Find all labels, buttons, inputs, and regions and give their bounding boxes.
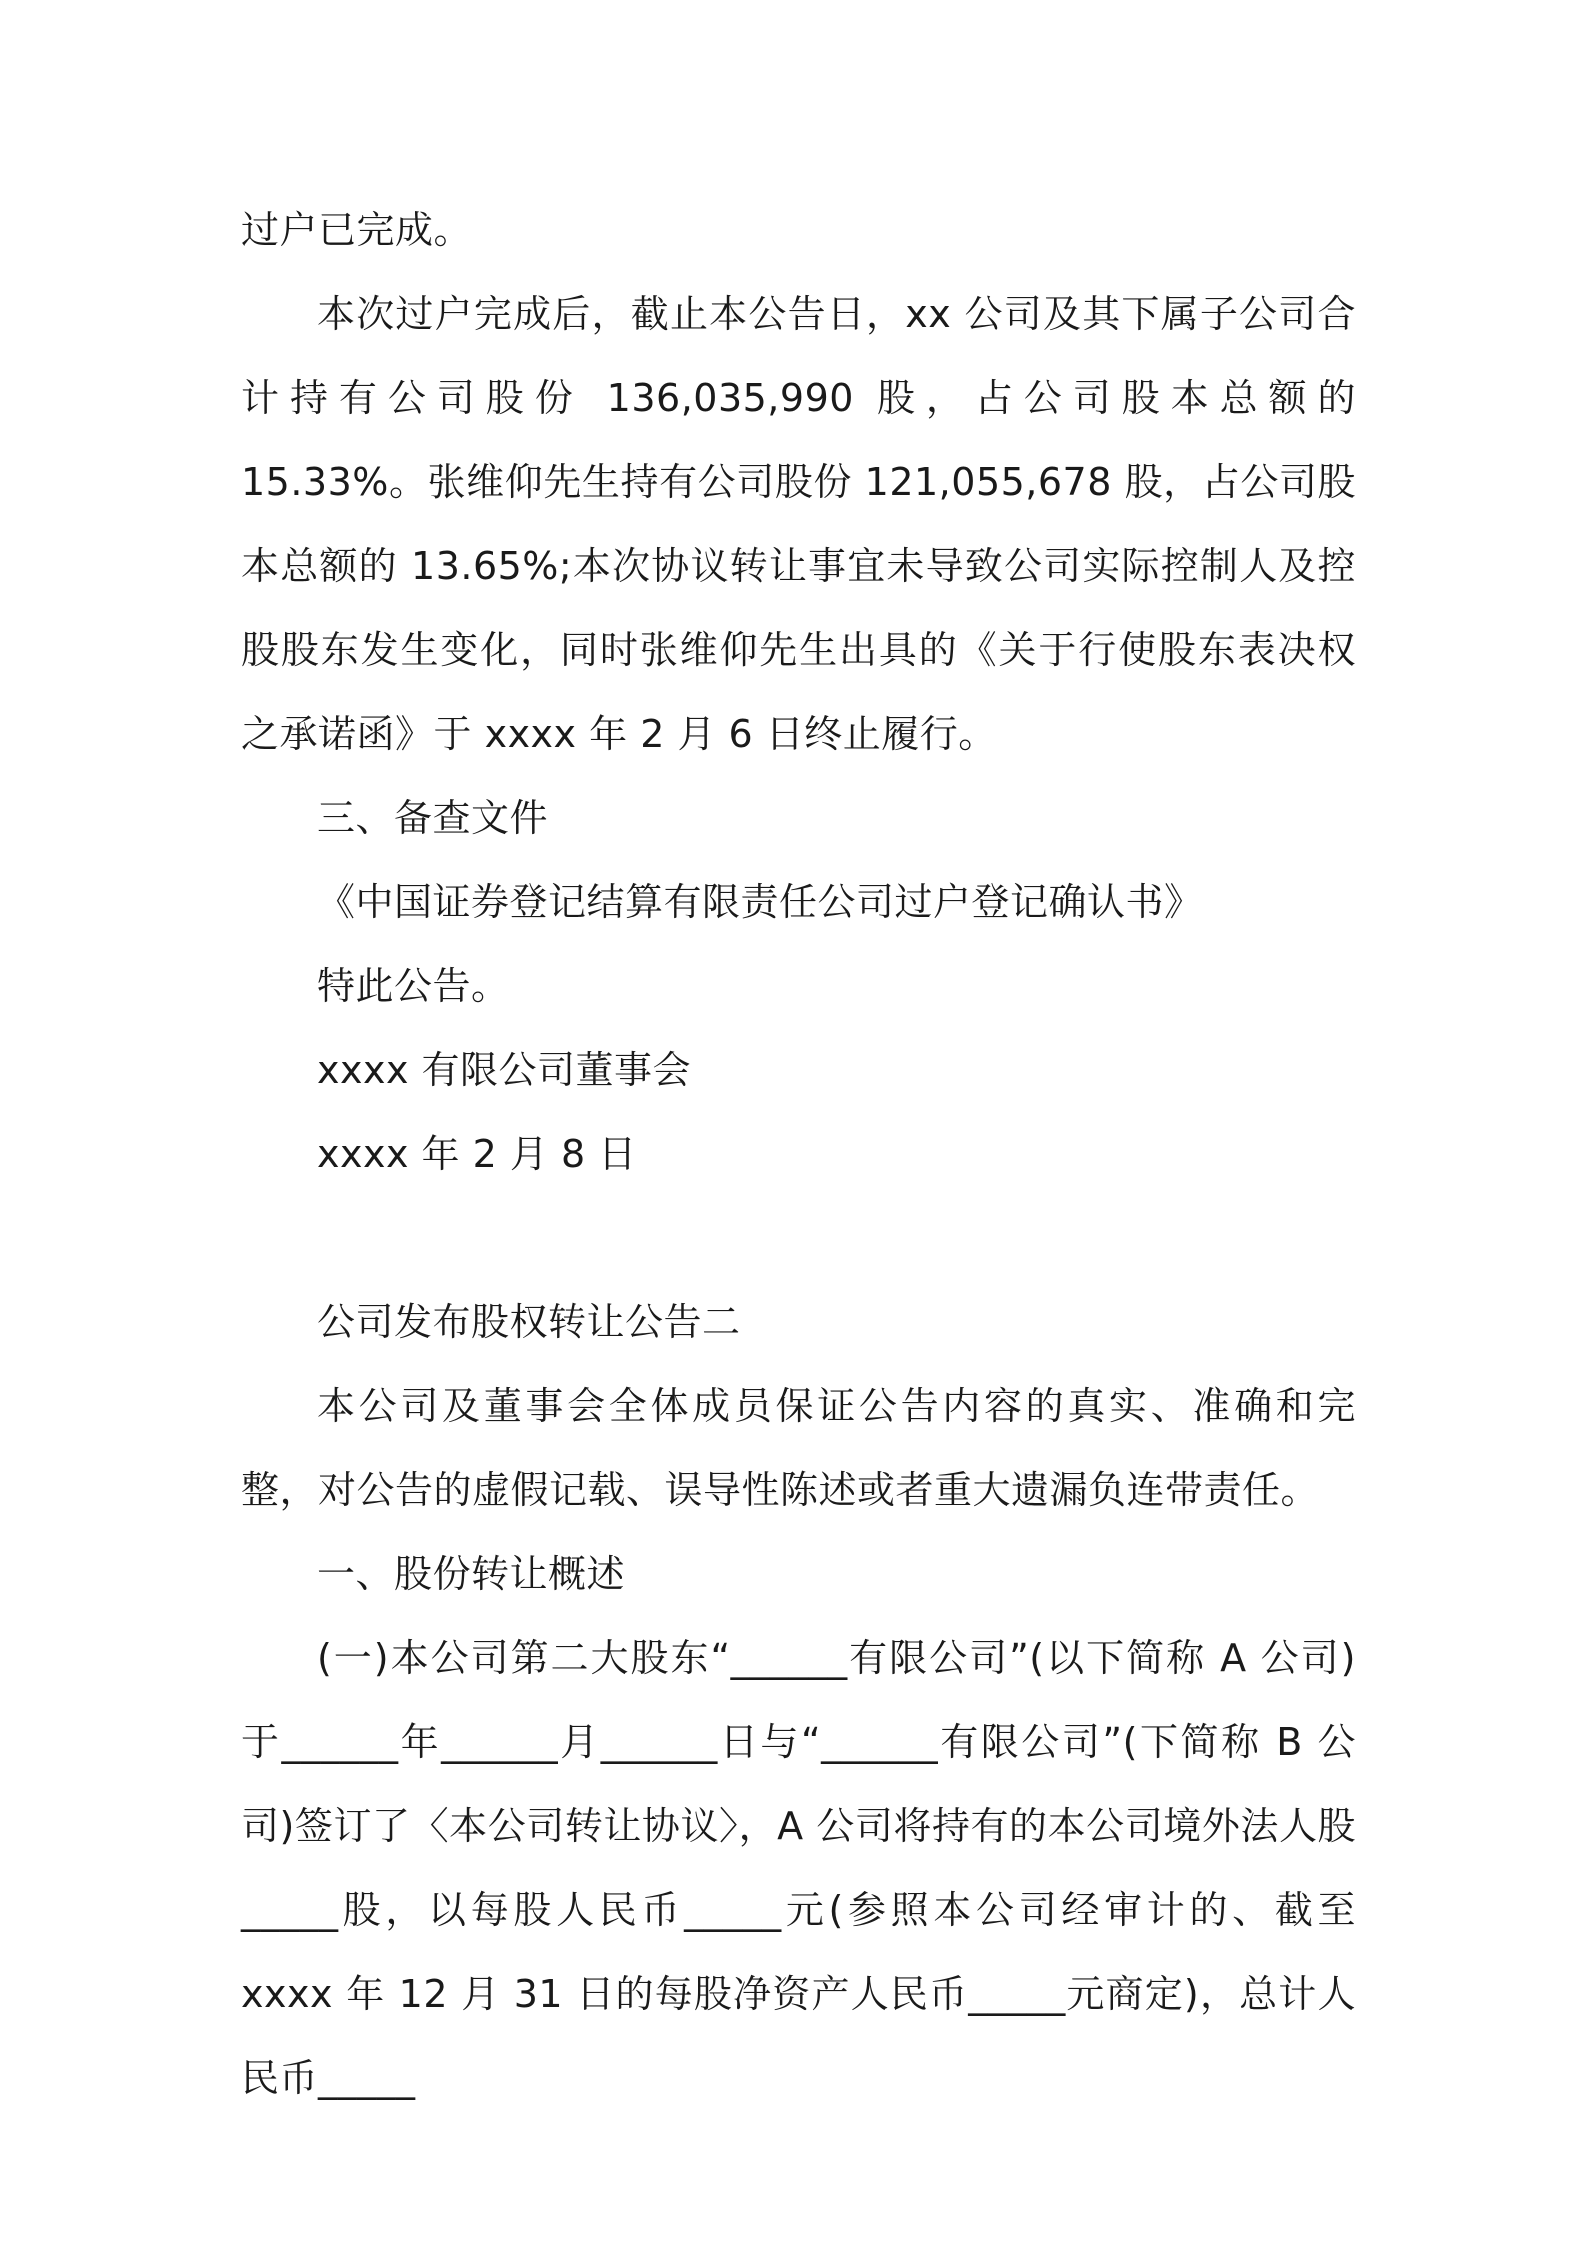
paragraph-shareholding-status: 本次过户完成后，截止本公告日，xx 公司及其下属子公司合计持有公司股份 136,035,990 股，占公司股本总额的 15.33%。张维仰先生持有公司股份 121,055,678 股，占公司股本总额的 13.65%;本次协议转让事宜未导致公司实际控制人及控股股东发生变化，同时张维仰先生出具的《关于行使股东表决权之承诺函》于 xxxx 年 2 月 6 日终止履行。 [241,292,1356,756]
document-body [241,188,1356,2120]
section-gap [241,1196,1356,1280]
reference-document-title: 《中国证券登记结算有限责任公司过户登记确认书》 [317,880,1203,924]
announcement-date: xxxx 年 2 月 8 日 [317,1132,637,1176]
heading-transfer-overview: 一、股份转让概述 [317,1552,626,1596]
heading-reference-documents: 三、备查文件 [317,796,549,840]
paragraph-transfer-complete: 过户已完成。 [241,208,473,252]
board-guarantee-statement: 本公司及董事会全体成员保证公告内容的真实、准确和完整，对公告的虚假记载、误导性陈述或者重大遗漏负连带责任。 [241,1384,1356,1512]
board-signature: xxxx 有限公司董事会 [317,1048,692,1092]
announcement-two-title: 公司发布股权转让公告二 [317,1300,741,1344]
paragraph-transfer-details: (一)本公司第二大股东“______有限公司”(以下简称 A 公司)于______年______月______日与“______有限公司”(下简称 B 公司)签订了〈本公司转让协议〉，A 公司将持有的本公司境外法人股_____股，以每股人民币_____元(参照本公司经审计的、截至 xxxx 年 12 月 31 日的每股净资产人民币_____元商定)，总计人民币_____ [241,1636,1356,2100]
announcement-closing: 特此公告。 [317,964,510,1008]
